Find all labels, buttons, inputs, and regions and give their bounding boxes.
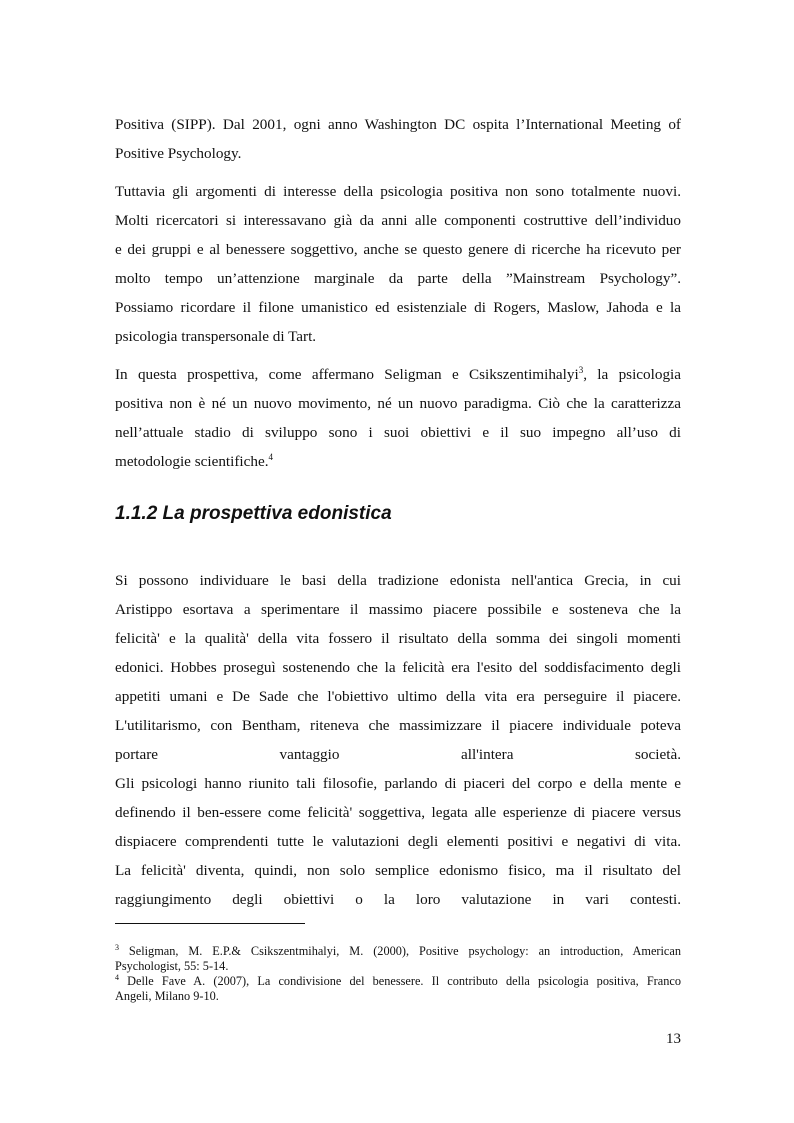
text-line: dispiacere comprendenti tutte le valutazioni degli elementi positivi e negativi di vita. [115, 833, 681, 850]
footnote-mark: 4 [115, 972, 119, 982]
footnote-text: Seligman, M. E.P.& Csikszentmihalyi, M. (2000), Positive psychology: an introduction, American [119, 944, 681, 958]
text-line: nell’attuale stadio di sviluppo sono i suoi obiettivi e il suo impegno all’uso di [115, 424, 681, 441]
text-line: Si possono individuare le basi della tradizione edonista nell'antica Grecia, in cui [115, 572, 681, 589]
intro-text [115, 110, 681, 476]
paragraph-argomenti [115, 177, 681, 351]
text-fragment: metodologie scientifiche. [115, 453, 269, 470]
section-heading: 1.1.2 La prospettiva edonistica [115, 503, 392, 524]
footnote-4 [115, 974, 681, 989]
text-line: Positiva (SIPP). Dal 2001, ogni anno Washington DC ospita l’International Meeting of [115, 116, 681, 133]
footnote-divider [115, 923, 305, 924]
text-line: Gli psicologi hanno riunito tali filosofie, parlando di piaceri del corpo e della mente e [115, 775, 681, 792]
text-line: molto tempo un’attenzione marginale da parte della ”Mainstream Psychology”. [115, 270, 681, 287]
text-line: appetiti umani e De Sade che l'obiettivo ultimo della vita era perseguire il piacere. [115, 688, 681, 705]
footnotes [115, 944, 681, 1004]
text-line [115, 447, 681, 476]
footnote-3-cont: Psychologist, 55: 5-14. [115, 959, 229, 973]
text-line: Aristippo esortava a sperimentare il massimo piacere possibile e sosteneva che la [115, 601, 681, 618]
text-line: psicologia transpersonale di Tart. [115, 328, 317, 345]
text-line: Positive Psychology. [115, 145, 242, 162]
footnote-mark: 3 [115, 942, 119, 952]
text-line: portare vantaggio all'intera società. [115, 746, 681, 763]
footnote-ref[interactable]: 3 [578, 364, 584, 375]
paragraph-edonismo [115, 566, 681, 914]
text-line: e dei gruppi e al benessere soggettivo, anche se questo genere di ricerche ha ricevuto per [115, 241, 681, 258]
text-line: Tuttavia gli argomenti di interesse della psicologia positiva non sono totalmente nuovi. [115, 183, 681, 200]
footnote-4-cont: Angeli, Milano 9-10. [115, 989, 219, 1003]
footnote-text: Delle Fave A. (2007), La condivisione del benessere. Il contributo della psicologia positiva, Franco [119, 974, 681, 988]
text-line: L'utilitarismo, con Bentham, riteneva che massimizzare il piacere individuale poteva [115, 717, 681, 734]
text-line: La felicità' diventa, quindi, non solo semplice edonismo fisico, ma il risultato del [115, 862, 681, 879]
footnote-3 [115, 944, 681, 959]
section-body [115, 566, 681, 914]
text-line: raggiungimento degli obiettivi o la loro valutazione in vari contesti. [115, 891, 681, 908]
text-line: positiva non è né un nuovo movimento, né un nuovo paradigma. Ciò che la caratterizza [115, 395, 681, 412]
text-line: edonici. Hobbes proseguì sostenendo che la felicità era l'esito del soddisfacimento degli [115, 659, 681, 676]
paragraph-sipp [115, 110, 681, 168]
footnote-ref[interactable]: 4 [268, 451, 274, 462]
text-line: Molti ricercatori si interessavano già da anni alle componenti costruttive dell’individuo [115, 212, 681, 229]
text-line: definendo il ben-essere come felicità' soggettiva, legata alle esperienze di piacere versus [115, 804, 681, 821]
text-fragment: In questa prospettiva, come affermano Seligman e Csikszentimihalyi [115, 366, 579, 383]
text-line: Possiamo ricordare il filone umanistico ed esistenziale di Rogers, Maslow, Jahoda e la [115, 299, 681, 316]
text-line [115, 360, 681, 389]
page-number: 13 [666, 1031, 681, 1047]
text-fragment: , la psicologia [583, 366, 682, 383]
text-line: felicità' e la qualità' della vita fossero il risultato della somma dei singoli momenti [115, 630, 681, 647]
paragraph-prospettiva [115, 360, 681, 476]
